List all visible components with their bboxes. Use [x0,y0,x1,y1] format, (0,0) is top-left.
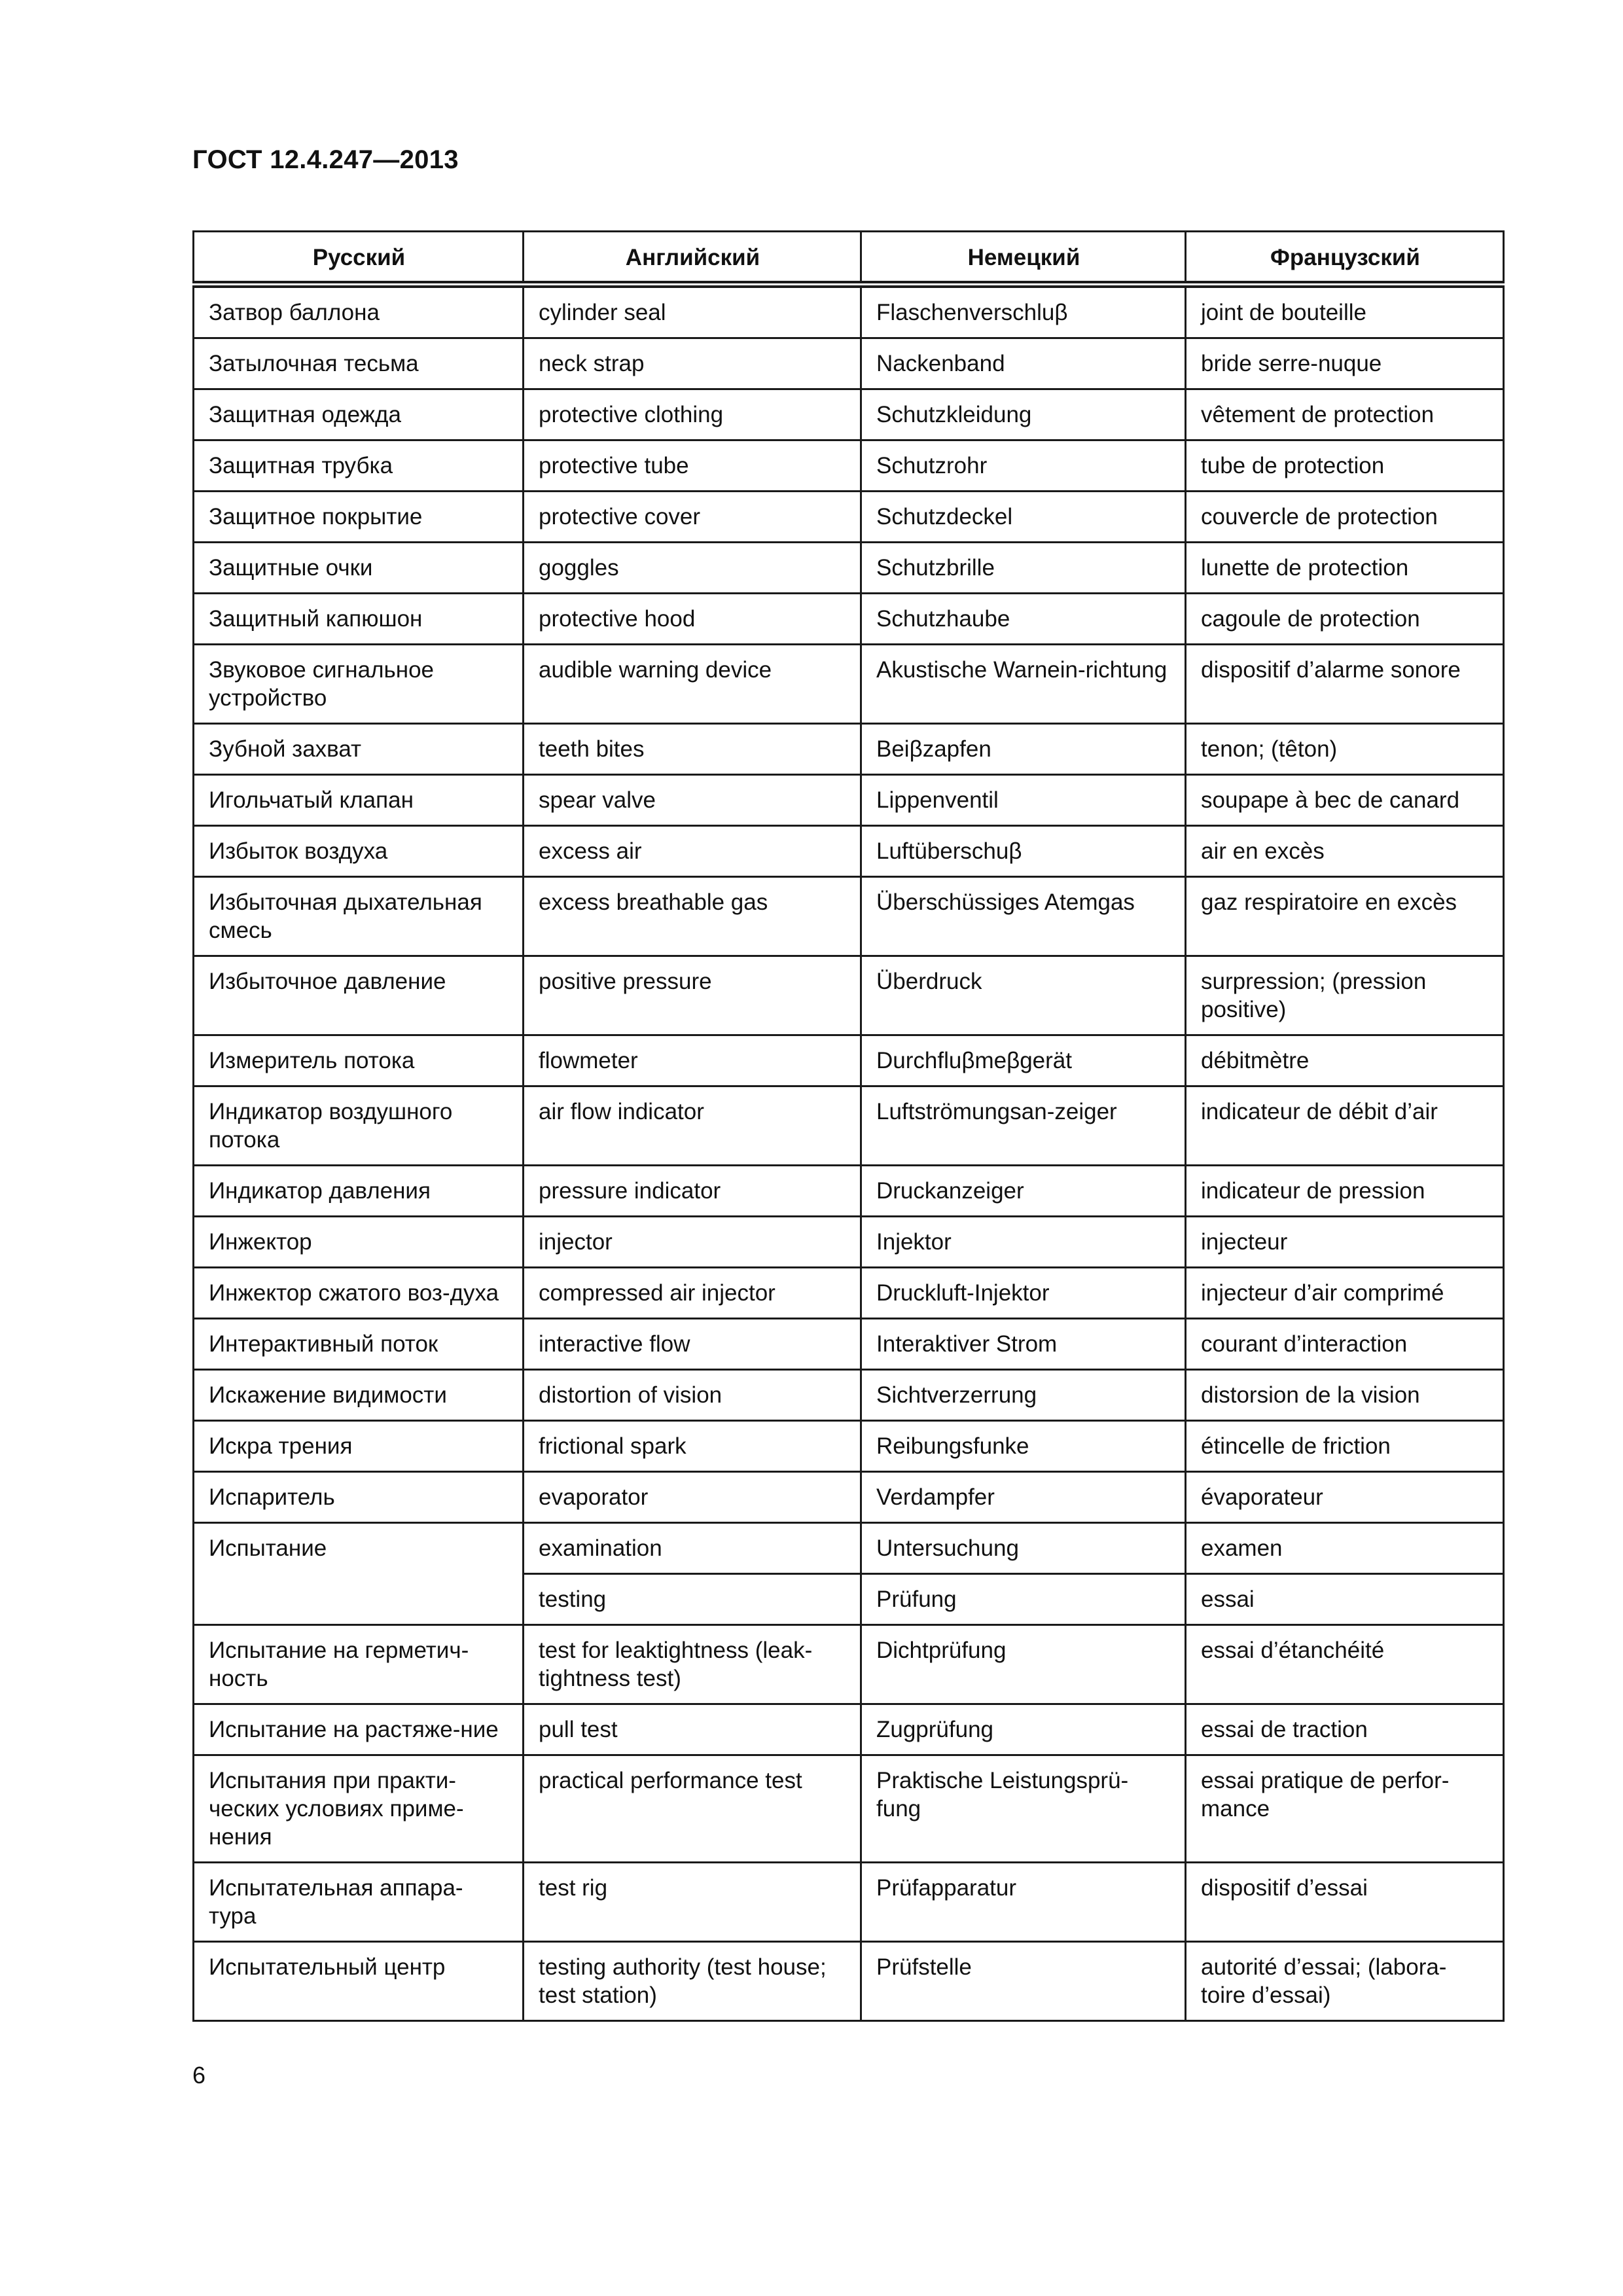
term-english: protective clothing [524,389,861,440]
term-russian: Затвор баллона [194,285,524,338]
term-english: practical performance test [524,1755,861,1863]
terminology-table [192,230,1505,2022]
term-english: goggles [524,543,861,594]
term-french: air en excès [1186,826,1504,877]
term-german: Untersuchung [861,1523,1186,1574]
term-german: Luftströmungsan-zeiger [861,1086,1186,1166]
term-german: Akustische Warnein-richtung [861,645,1186,724]
term-russian: Испытательная аппара-тура [194,1863,524,1942]
term-english: injector [524,1217,861,1268]
term-german: Injektor [861,1217,1186,1268]
term-french: essai pratique de perfor-mance [1186,1755,1504,1863]
table-row [194,285,1504,338]
table-row [194,389,1504,440]
term-russian: Измеритель потока [194,1035,524,1086]
term-english: cylinder seal [524,285,861,338]
term-french: indicateur de débit d’air [1186,1086,1504,1166]
column-header-french: Французский [1186,232,1504,285]
term-english: examination [524,1523,861,1574]
term-french: indicateur de pression [1186,1166,1504,1217]
term-french: essai de traction [1186,1704,1504,1755]
term-russian: Испытание на герметич-ность [194,1625,524,1704]
term-english: excess air [524,826,861,877]
term-english: teeth bites [524,724,861,775]
table-row [194,877,1504,956]
term-english: distortion of vision [524,1370,861,1421]
term-french: lunette de protection [1186,543,1504,594]
term-french: distorsion de la vision [1186,1370,1504,1421]
term-english: testing [524,1574,861,1625]
term-german: Flaschenverschluβ [861,285,1186,338]
table-row [194,1217,1504,1268]
table-row [194,645,1504,724]
term-french: essai [1186,1574,1504,1625]
table-row [194,1421,1504,1472]
term-french: essai d’étanchéité [1186,1625,1504,1704]
term-russian: Звуковое сигнальное устройство [194,645,524,724]
term-french: étincelle de friction [1186,1421,1504,1472]
table-row [194,1523,1504,1574]
term-german: Druckluft-Injektor [861,1268,1186,1319]
term-german: Zugprüfung [861,1704,1186,1755]
term-russian: Индикатор воздушного потока [194,1086,524,1166]
table-header-row [194,232,1504,285]
term-french: dispositif d’essai [1186,1863,1504,1942]
term-english: protective cover [524,492,861,543]
term-russian: Искра трения [194,1421,524,1472]
term-german: Prüfapparatur [861,1863,1186,1942]
term-russian: Избыточное давление [194,956,524,1035]
term-french: injecteur d’air comprimé [1186,1268,1504,1319]
term-french: gaz respiratoire en excès [1186,877,1504,956]
term-english: air flow indicator [524,1086,861,1166]
term-german: Praktische Leistungsprü-fung [861,1755,1186,1863]
term-russian: Интерактивный поток [194,1319,524,1370]
term-german: Überschüssiges Atemgas [861,877,1186,956]
term-english: neck strap [524,338,861,389]
term-english: pressure indicator [524,1166,861,1217]
term-german: Lippenventil [861,775,1186,826]
term-russian: Инжектор [194,1217,524,1268]
document-header: ГОСТ 12.4.247—2013 [192,145,459,174]
table-row [194,543,1504,594]
term-russian: Испытание на растяже-ние [194,1704,524,1755]
term-french: joint de bouteille [1186,285,1504,338]
term-russian: Избыточная дыхательная смесь [194,877,524,956]
term-russian: Защитное покрытие [194,492,524,543]
table-row [194,1370,1504,1421]
table-row [194,1755,1504,1863]
term-german: Interaktiver Strom [861,1319,1186,1370]
term-english: protective tube [524,440,861,492]
table-row [194,1942,1504,2021]
table-row [194,492,1504,543]
term-english: excess breathable gas [524,877,861,956]
term-french: cagoule de protection [1186,594,1504,645]
term-french: tube de protection [1186,440,1504,492]
term-english: pull test [524,1704,861,1755]
term-french: tenon; (têton) [1186,724,1504,775]
term-french: dispositif d’alarme sonore [1186,645,1504,724]
table-row [194,1166,1504,1217]
term-russian: Игольчатый клапан [194,775,524,826]
term-german: Beiβzapfen [861,724,1186,775]
term-english: compressed air injector [524,1268,861,1319]
term-russian: Испытания при практи-ческих условиях приме-нения [194,1755,524,1863]
term-russian: Испытательный центр [194,1942,524,2021]
term-english: spear valve [524,775,861,826]
term-french: surpression; (pression positive) [1186,956,1504,1035]
term-french: soupape à bec de canard [1186,775,1504,826]
term-english: positive pressure [524,956,861,1035]
term-german: Schutzbrille [861,543,1186,594]
column-header-russian: Русский [194,232,524,285]
term-french: bride serre-nuque [1186,338,1504,389]
term-english: interactive flow [524,1319,861,1370]
table-row [194,1472,1504,1523]
term-french: débitmètre [1186,1035,1504,1086]
table-row [194,338,1504,389]
table-row [194,724,1504,775]
table-row [194,775,1504,826]
table-row [194,956,1504,1035]
term-german: Überdruck [861,956,1186,1035]
term-russian: Избыток воздуха [194,826,524,877]
term-russian: Искажение видимости [194,1370,524,1421]
term-german: Luftüberschuβ [861,826,1186,877]
term-russian: Защитные очки [194,543,524,594]
term-russian: Индикатор давления [194,1166,524,1217]
term-english: frictional spark [524,1421,861,1472]
term-german: Reibungsfunke [861,1421,1186,1472]
table-row [194,826,1504,877]
table-body [194,285,1504,2021]
term-german: Sichtverzerrung [861,1370,1186,1421]
table-row [194,1035,1504,1086]
term-russian: Защитная трубка [194,440,524,492]
term-french: couvercle de protection [1186,492,1504,543]
term-french: vêtement de protection [1186,389,1504,440]
term-german: Dichtprüfung [861,1625,1186,1704]
term-german: Schutzkleidung [861,389,1186,440]
term-russian: Затылочная тесьма [194,338,524,389]
term-german: Schutzdeckel [861,492,1186,543]
term-english: evaporator [524,1472,861,1523]
table-row [194,1863,1504,1942]
table-row [194,440,1504,492]
term-english: testing authority (test house; test station) [524,1942,861,2021]
term-french: autorité d’essai; (labora-toire d’essai) [1186,1942,1504,2021]
term-german: Schutzrohr [861,440,1186,492]
term-german: Druckanzeiger [861,1166,1186,1217]
table-row [194,1268,1504,1319]
table-row [194,594,1504,645]
term-russian: Инжектор сжатого воз-духа [194,1268,524,1319]
term-english: protective hood [524,594,861,645]
term-english: test for leaktightness (leak-tightness test) [524,1625,861,1704]
term-russian: Защитный капюшон [194,594,524,645]
term-german: Schutzhaube [861,594,1186,645]
term-german: Verdampfer [861,1472,1186,1523]
term-english: audible warning device [524,645,861,724]
table-row [194,1625,1504,1704]
term-german: Durchfluβmeβgerät [861,1035,1186,1086]
term-russian: Защитная одежда [194,389,524,440]
term-french: examen [1186,1523,1504,1574]
term-english: test rig [524,1863,861,1942]
term-french: évaporateur [1186,1472,1504,1523]
table-row [194,1704,1504,1755]
term-german: Prüfstelle [861,1942,1186,2021]
term-english: flowmeter [524,1035,861,1086]
table-row [194,1086,1504,1166]
column-header-german: Немецкий [861,232,1186,285]
term-russian: Зубной захват [194,724,524,775]
page-number: 6 [192,2062,206,2089]
term-french: injecteur [1186,1217,1504,1268]
term-russian: Испытание [194,1523,524,1625]
term-german: Prüfung [861,1574,1186,1625]
term-russian: Испаритель [194,1472,524,1523]
term-french: courant d’interaction [1186,1319,1504,1370]
column-header-english: Английский [524,232,861,285]
term-german: Nackenband [861,338,1186,389]
table-row [194,1319,1504,1370]
